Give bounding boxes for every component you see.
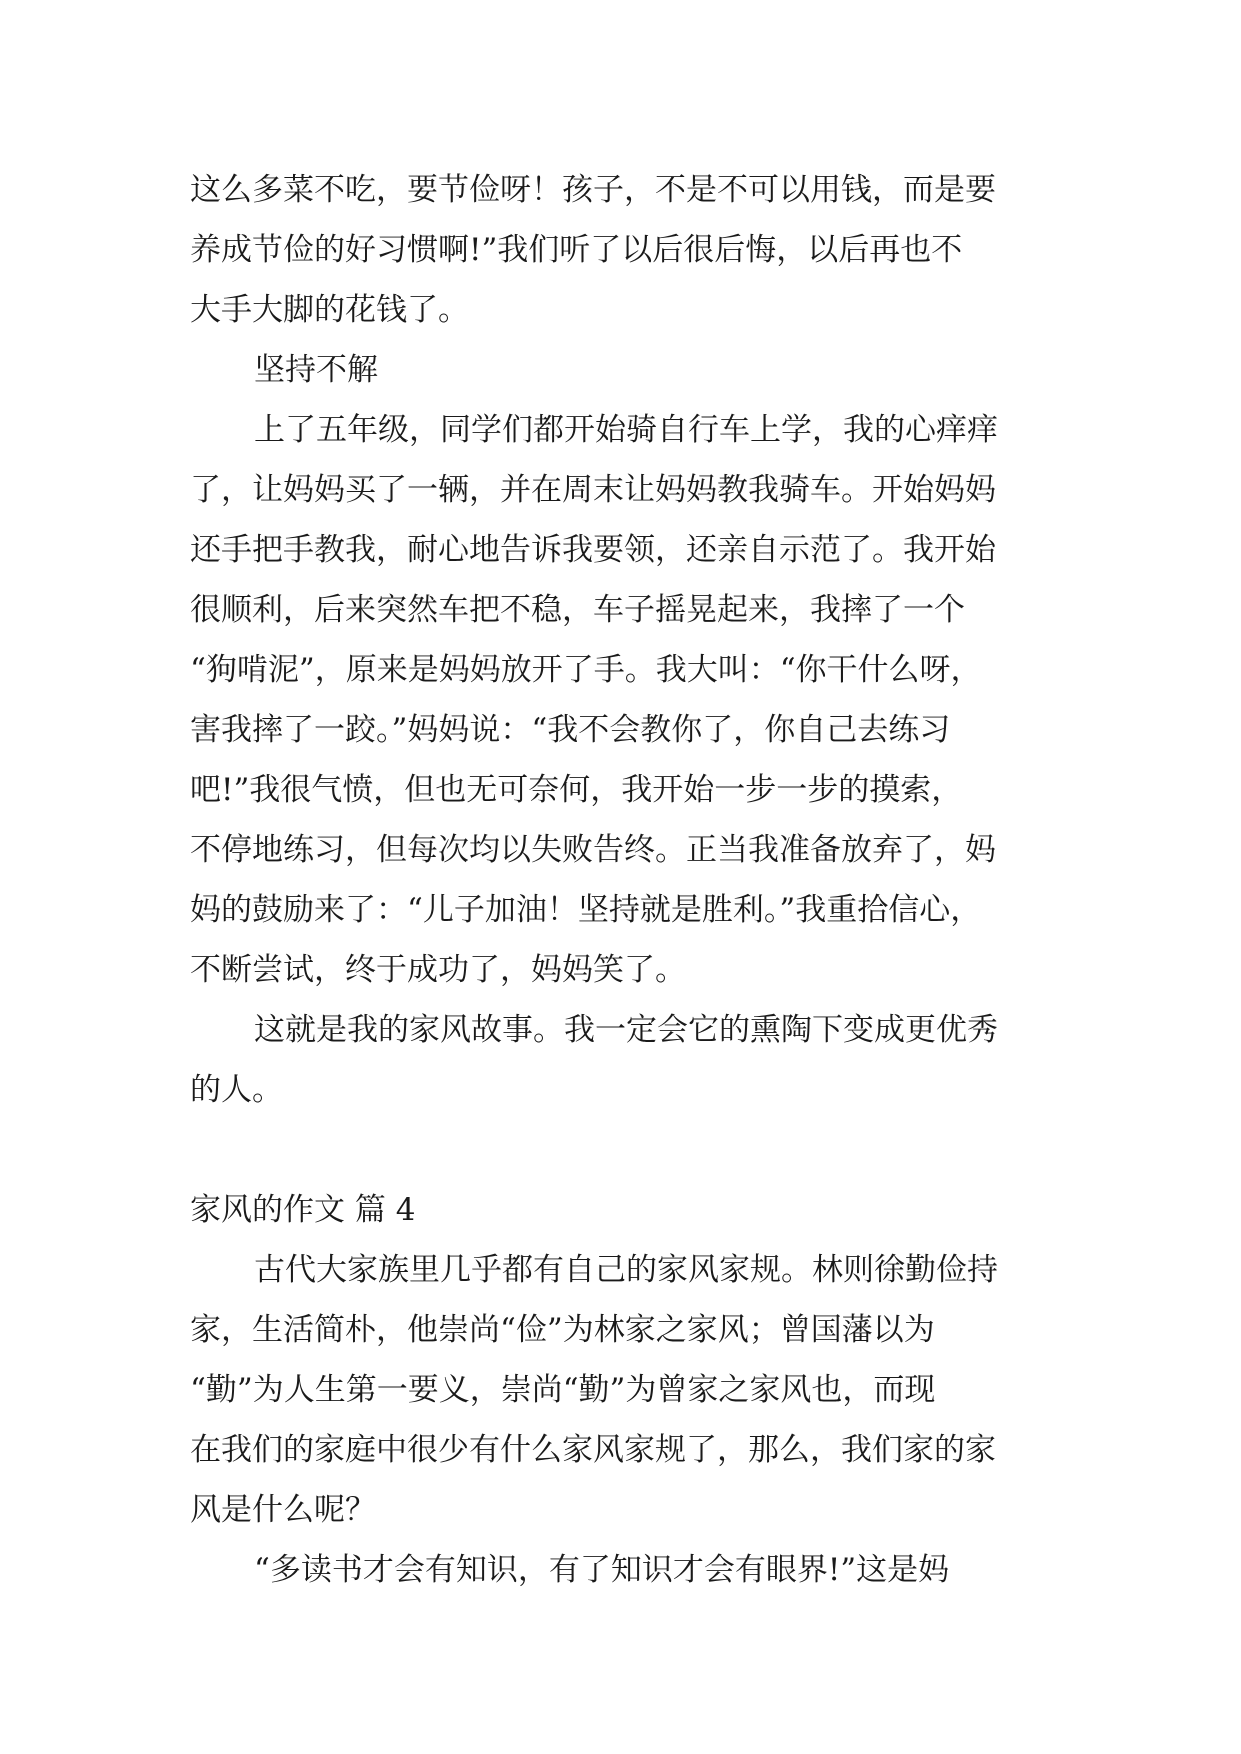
paragraph-conclusion: [190, 1000, 1060, 1120]
text-line: 还手把手教我，耐心地告诉我要领，还亲自示范了。我开始: [190, 532, 996, 568]
text-line: 了，让妈妈买了一辆，并在周末让妈妈教我骑车。开始妈妈: [190, 472, 996, 508]
text-line: 风是什么呢？: [190, 1492, 376, 1528]
text-line: 古代大家族里几乎都有自己的家风家规。林则徐勤俭持: [254, 1252, 998, 1288]
paragraph-reading-quote: [190, 1540, 1060, 1600]
text-line: 的人。: [190, 1072, 283, 1108]
text-line: 上了五年级，同学们都开始骑自行车上学，我的心痒痒: [254, 412, 998, 448]
text-line: 害我摔了一跤。”妈妈说：“我不会教你了，你自己去练习: [190, 712, 951, 748]
text-line: “勤”为人生第一要义，崇尚“勤”为曾家之家风也，而现: [190, 1372, 936, 1408]
text-line: 在我们的家庭中很少有什么家风家规了，那么，我们家的家: [190, 1432, 996, 1468]
paragraph-bike-story: [190, 400, 1060, 1000]
text-line: “狗啃泥”，原来是妈妈放开了手。我大叫：“你干什么呀，: [190, 652, 982, 688]
text-line: 不停地练习，但每次均以失败告终。正当我准备放弃了，妈: [190, 832, 996, 868]
text-line: 妈的鼓励来了：“儿子加油！坚持就是胜利。”我重拾信心，: [190, 892, 982, 928]
document-body: [190, 160, 1060, 1600]
text-line: 吧!”我很气愤，但也无可奈何，我开始一步一步的摸索，: [190, 772, 963, 808]
text-line: “多读书才会有知识，有了知识才会有眼界!”这是妈: [254, 1552, 950, 1588]
subheading-perseverance: 坚持不解: [254, 352, 378, 388]
text-line: 这么多菜不吃，要节俭呀！孩子，不是不可以用钱，而是要: [190, 172, 996, 208]
text-line: 这就是我的家风故事。我一定会它的熏陶下变成更优秀: [254, 1012, 998, 1048]
section-spacer: [190, 1120, 1060, 1180]
text-line: 家，生活简朴，他崇尚“俭”为林家之家风；曾国藩以为: [190, 1312, 935, 1348]
paragraph-ancient-family-rules: [190, 1240, 1060, 1540]
paragraph-frugality-end: [190, 160, 1060, 340]
text-line: 大手大脚的花钱了。: [190, 292, 469, 328]
text-line: 很顺利，后来突然车把不稳，车子摇晃起来，我摔了一个: [190, 592, 965, 628]
section-title: 家风的作文 篇 4: [190, 1192, 416, 1228]
text-line: 不断尝试，终于成功了，妈妈笑了。: [190, 952, 686, 988]
text-line: 养成节俭的好习惯啊!”我们听了以后很后悔，以后再也不: [190, 232, 963, 268]
